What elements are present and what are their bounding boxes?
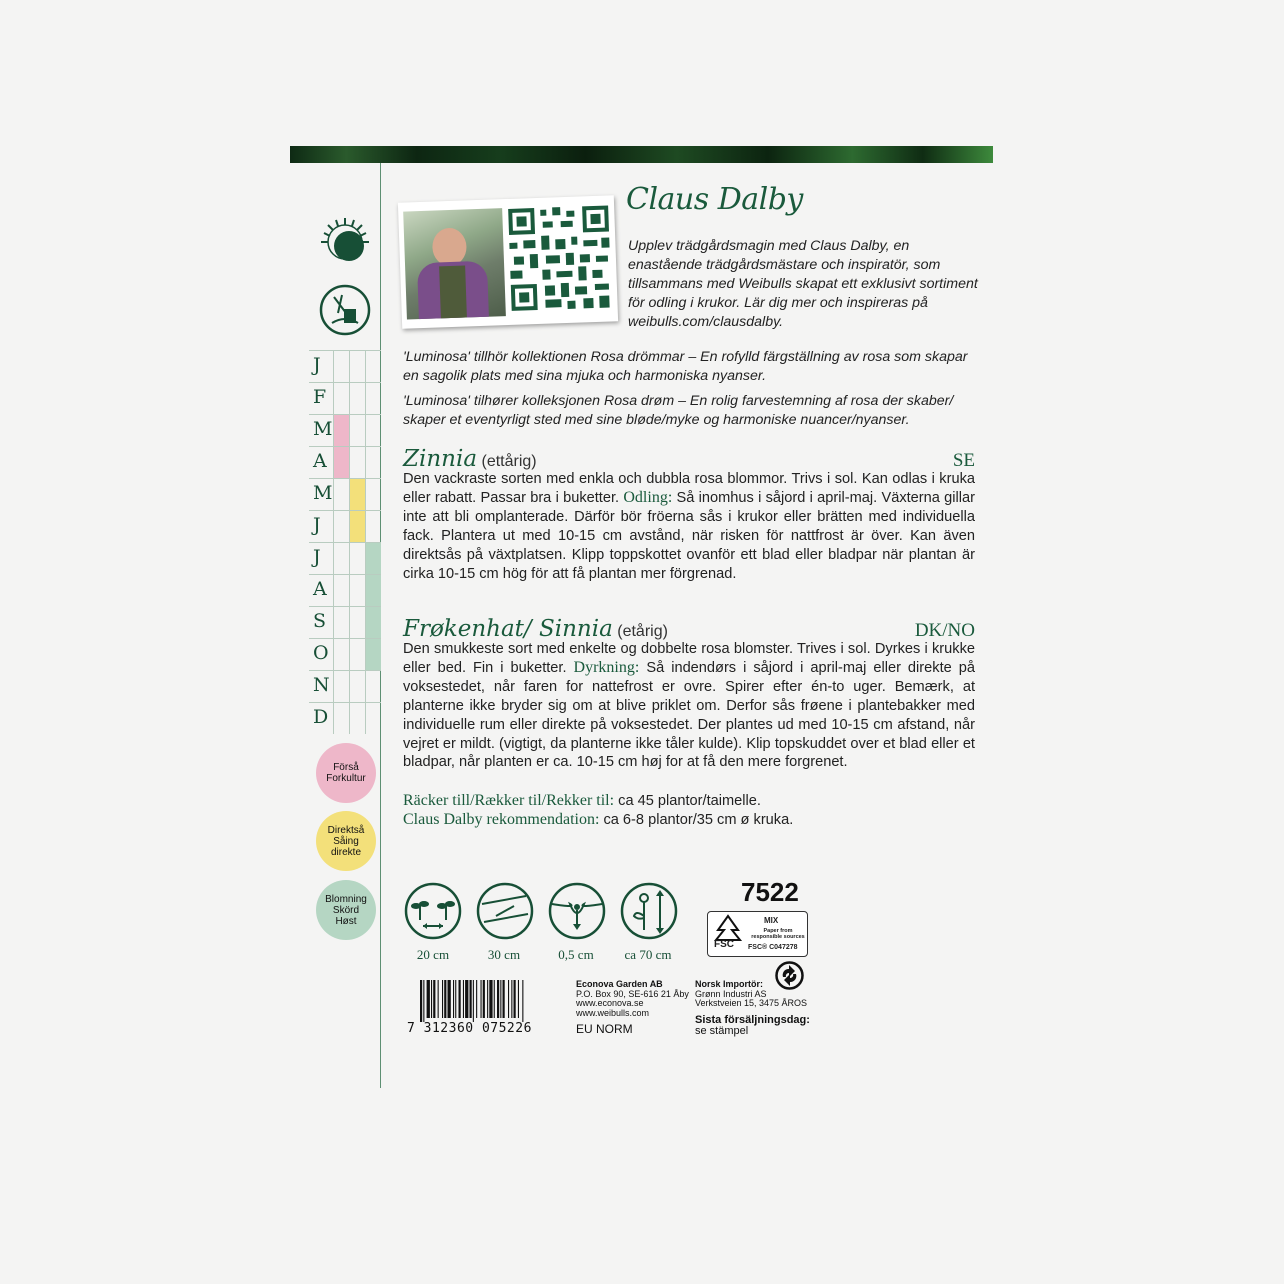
sowing-calendar bbox=[309, 350, 381, 734]
product-code: 7522 bbox=[741, 877, 799, 907]
month-label: A bbox=[313, 450, 327, 472]
barcode-bar bbox=[489, 980, 492, 1018]
barcode-bar bbox=[459, 980, 461, 1018]
calendar-row bbox=[309, 414, 381, 446]
calendar-cell bbox=[365, 671, 381, 702]
fsc-code: FSC® C047278 bbox=[748, 944, 798, 951]
portrait-photo bbox=[403, 208, 506, 319]
legend-forsa bbox=[316, 743, 376, 803]
calendar-cell bbox=[333, 415, 349, 446]
calendar-cell bbox=[365, 607, 381, 638]
company-web[interactable]: www.econova.se bbox=[576, 998, 644, 1009]
barcode-bar bbox=[465, 980, 468, 1018]
collection-text-dkno: 'Luminosa' tilhører kolleksjonen Rosa drøm – En rolig farvestemning af rosa der skaber/ skaper et eventyrligt sted med sine bløde/myke og harmoniske nuancer/nyanser. bbox=[403, 393, 954, 428]
barcode-bar bbox=[497, 980, 499, 1018]
calendar-cell bbox=[349, 703, 365, 734]
plant-height-icon bbox=[620, 882, 678, 940]
calendar-row bbox=[309, 670, 381, 702]
collection-text-se: 'Luminosa' tillhör kollektionen Rosa drömmar – En rofylld färgställning av rosa som skapar en sagolik plats med sina mjuka och harmoniska nyanser. bbox=[403, 349, 968, 384]
calendar-row bbox=[309, 510, 381, 542]
legend-line: direkte bbox=[330, 846, 361, 858]
month-label: A bbox=[313, 578, 327, 600]
barcode-bar bbox=[427, 980, 430, 1018]
calendar-cell bbox=[349, 351, 365, 382]
calendar-cell bbox=[349, 671, 365, 702]
description-text: Den smukkeste sort med enkelte og dobbelte rosa blomster. Trives i sol. Dyrkes i krukke eller bed. Fin i buketter. bbox=[403, 641, 975, 676]
heading-se bbox=[403, 446, 975, 472]
plant-name-dkno: Frøkenhat/ Sinnia bbox=[403, 616, 613, 642]
company-info bbox=[576, 980, 689, 1018]
importer-name: Grønn Industri AS bbox=[695, 988, 767, 999]
calendar-row bbox=[309, 542, 381, 574]
month-label: J bbox=[313, 514, 321, 536]
calendar-row bbox=[309, 606, 381, 638]
calendar-cell bbox=[365, 383, 381, 414]
symbol-label: 30 cm bbox=[487, 947, 521, 962]
legend-line: Såing bbox=[333, 835, 359, 847]
barcode-bar bbox=[431, 980, 432, 1018]
calendar-cell bbox=[365, 511, 381, 542]
month-label: D bbox=[313, 706, 329, 728]
cultivation-text: Så inomhus i såjord i april-maj. Växterna gillar inte att bli omplanterade. Därför bör fröerna sås i krukor eller brätten med individuella fack. Plantera ut med 10-15 cm avstånd, när risken för nattfrost är över. Kan även direktsås på växtplatsen. Klipp toppskottet ovanför ett blad eller bladpar när plantan är cirka 10-15 cm hög för att få plantan mer förgrenad. bbox=[403, 489, 975, 582]
barcode-bar bbox=[463, 980, 464, 1018]
barcode-bar bbox=[444, 980, 446, 1018]
fsc-mix: MIX bbox=[764, 916, 779, 925]
calendar-cell bbox=[333, 511, 349, 542]
description-se bbox=[403, 470, 975, 583]
month-label: O bbox=[313, 642, 329, 664]
barcode-bar bbox=[473, 980, 474, 1022]
lang-code-dkno: DK/NO bbox=[914, 620, 975, 641]
barcode-bar bbox=[438, 980, 439, 1018]
calendar-cell bbox=[349, 607, 365, 638]
barcode-bar bbox=[511, 980, 512, 1018]
calendar-row bbox=[309, 446, 381, 478]
last-sale-value: se stämpel bbox=[695, 1025, 749, 1037]
plant-type-dkno: (etårig) bbox=[617, 623, 668, 640]
calendar-cell bbox=[333, 671, 349, 702]
calendar-cell bbox=[365, 415, 381, 446]
barcode-bar bbox=[518, 980, 519, 1018]
claus-dalby-signature: Claus Dalby bbox=[626, 182, 803, 217]
importer-address: Verkstveien 15, 3475 ÅROS bbox=[695, 998, 808, 1009]
description-text: Den vackraste sorten med enkla och dubbla rosa blommor. Trivs i sol. Kan odlas i kruka eller rabatt. Passar bra i buketter. bbox=[403, 471, 975, 506]
cultivation-label: Dyrkning: bbox=[573, 658, 640, 676]
sowing-quantity bbox=[403, 791, 983, 811]
barcode-bar bbox=[433, 980, 435, 1018]
calendar-cell bbox=[333, 575, 349, 606]
barcode-bar bbox=[514, 980, 516, 1018]
calendar-cell bbox=[333, 447, 349, 478]
fsc-tree-icon bbox=[712, 914, 744, 942]
row-spacing-icon bbox=[476, 882, 534, 940]
calendar-cell bbox=[333, 479, 349, 510]
barcode-bar bbox=[500, 980, 501, 1018]
recommendation bbox=[403, 810, 983, 830]
symbol-label: ca 70 cm bbox=[624, 947, 672, 962]
calendar-cell bbox=[349, 383, 365, 414]
lang-code-se: SE bbox=[952, 450, 975, 471]
importer-info bbox=[695, 980, 807, 1009]
photo-qr-card bbox=[398, 195, 618, 328]
month-label: M bbox=[313, 482, 333, 504]
barcode-bar bbox=[455, 980, 456, 1018]
recommendation-label: Claus Dalby rekommendation: bbox=[403, 811, 600, 828]
calendar-cell bbox=[333, 543, 349, 574]
calendar-row bbox=[309, 350, 381, 382]
quantity-value: ca 45 plantor/taimelle. bbox=[618, 793, 761, 809]
fsc-paper: Paper from responsible sources bbox=[751, 928, 805, 940]
barcode-bar bbox=[481, 980, 482, 1018]
calendar-row bbox=[309, 478, 381, 510]
cultivation-text: Så indendørs i såjord i april-maj eller direkte på voksestedet, når faren for nattefrost er ovre. Spirer efter én-to uger. Bemærk, at planterne ikke bryder sig om at blive priklet om. Derfor sås frøene i plantebakker med individuelle rum eller direkte på voksestedet. Der plantes ud med 10-15 cm afstand, når vejret er mildt. (vigtigt, da planterne ikke tåler kulde). Klip topskuddet over et blad eller et bladpar, når planten er ca. 10-15 cm høj for at få den mere forgrenet. bbox=[403, 659, 975, 771]
calendar-cell bbox=[365, 543, 381, 574]
calendar-cell bbox=[365, 479, 381, 510]
barcode-bar bbox=[420, 980, 422, 1022]
barcode-bar bbox=[503, 980, 505, 1018]
cultivation-label: Odling: bbox=[623, 488, 673, 506]
sowing-depth-icon bbox=[548, 882, 606, 940]
month-label: F bbox=[313, 386, 327, 408]
barcode bbox=[418, 980, 552, 1022]
company-address: P.O. Box 90, SE-616 21 Åby bbox=[576, 988, 689, 999]
month-label: S bbox=[313, 610, 327, 632]
qr-code-icon[interactable] bbox=[506, 203, 614, 313]
calendar-cell bbox=[365, 575, 381, 606]
calendar-cell bbox=[333, 607, 349, 638]
fsc-logo bbox=[707, 911, 808, 957]
calendar-cell bbox=[333, 639, 349, 670]
barcode-bar bbox=[487, 980, 488, 1018]
description-dkno bbox=[403, 640, 975, 772]
sun-icon bbox=[318, 215, 372, 269]
month-label: J bbox=[313, 354, 321, 376]
barcode-bar bbox=[448, 980, 451, 1018]
calendar-cell bbox=[333, 383, 349, 414]
legend-line: Förså bbox=[333, 762, 359, 773]
eu-norm: EU NORM bbox=[576, 1022, 633, 1036]
heading-dkno bbox=[403, 616, 975, 642]
plant-type-se: (ettårig) bbox=[481, 453, 537, 470]
plant-spacing-icon bbox=[404, 882, 462, 940]
last-sale-info bbox=[695, 1015, 810, 1037]
symbol-label: 20 cm bbox=[416, 947, 450, 962]
barcode-bar bbox=[453, 980, 454, 1018]
legend-line: Høst bbox=[335, 915, 357, 927]
company-name: Econova Garden AB bbox=[576, 979, 663, 989]
calendar-cell bbox=[349, 575, 365, 606]
barcode-bar bbox=[470, 980, 472, 1018]
importer-title: Norsk Importör: bbox=[695, 979, 764, 989]
calendar-cell bbox=[349, 639, 365, 670]
calendar-cell bbox=[349, 447, 365, 478]
calendar-cell bbox=[365, 351, 381, 382]
calendar-cell bbox=[349, 415, 365, 446]
calendar-cell bbox=[349, 511, 365, 542]
legend-line: Direktså bbox=[327, 824, 365, 836]
quantity-label: Räcker till/Rækker til/Rekker til: bbox=[403, 792, 615, 809]
plant-name-se: Zinnia bbox=[403, 446, 478, 472]
calendar-cell bbox=[365, 447, 381, 478]
legend-line: Forkultur bbox=[326, 773, 366, 784]
barcode-bar bbox=[508, 980, 509, 1018]
calendar-cell bbox=[349, 479, 365, 510]
month-label: J bbox=[313, 546, 321, 568]
calendar-row bbox=[309, 382, 381, 414]
top-color-band bbox=[290, 146, 993, 163]
month-label: N bbox=[313, 674, 330, 696]
calendar-cell bbox=[365, 703, 381, 734]
calendar-row bbox=[309, 702, 381, 734]
company-web[interactable]: www.weibulls.com bbox=[576, 1007, 650, 1018]
last-sale-title: Sista försäljningsdag: bbox=[695, 1014, 810, 1026]
symbol-label: 0,5 cm bbox=[558, 947, 594, 962]
barcode-bar bbox=[483, 980, 485, 1018]
legend-direktsa bbox=[316, 811, 376, 871]
legend-line: Skörd bbox=[332, 904, 360, 916]
barcode-bar bbox=[442, 980, 443, 1018]
legend-line: Blomning bbox=[325, 893, 367, 905]
calendar-row bbox=[309, 638, 381, 670]
calendar-cell bbox=[333, 703, 349, 734]
calendar-cell bbox=[349, 543, 365, 574]
recommendation-value: ca 6-8 plantor/35 cm ø kruka. bbox=[603, 812, 794, 828]
fsc-label: FSC bbox=[714, 939, 734, 950]
intro-text: Upplev trädgårdsmagin med Claus Dalby, en enastående trädgårdsmästare och inspiratör, som tillsammans med Weibulls skapat ett exklusivt sortiment för odling i krukor. Lär dig mer och inspireras på weibulls.com/clausdalby. bbox=[628, 238, 978, 330]
barcode-bar bbox=[522, 980, 523, 1022]
barcode-bar bbox=[476, 980, 477, 1018]
barcode-bar bbox=[494, 980, 495, 1018]
calendar-row bbox=[309, 574, 381, 606]
month-label: M bbox=[313, 418, 333, 440]
calendar-cell bbox=[365, 639, 381, 670]
legend-blomning bbox=[316, 880, 376, 940]
barcode-bar bbox=[423, 980, 424, 1022]
cut-flower-icon bbox=[318, 283, 372, 337]
barcode-number: 7 312360 075226 bbox=[407, 1021, 532, 1036]
calendar-cell bbox=[333, 351, 349, 382]
